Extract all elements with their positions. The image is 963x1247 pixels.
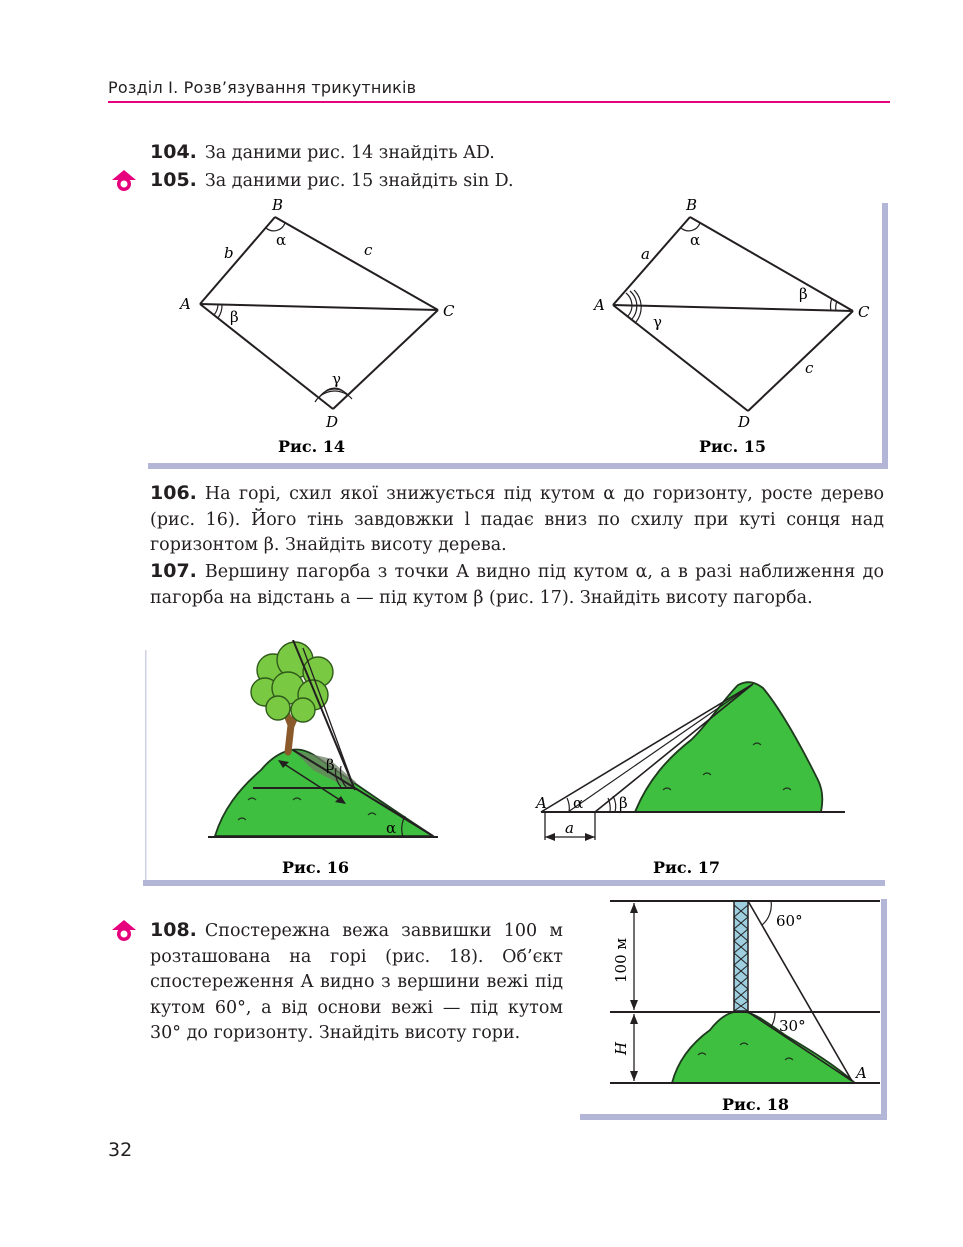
task-number: 105. bbox=[150, 169, 197, 191]
fig17-caption: Рис. 17 bbox=[653, 858, 721, 877]
fig14-label-gamma: γ bbox=[332, 370, 341, 388]
panel-shadow-right bbox=[881, 899, 887, 1120]
dim-arrow-right bbox=[585, 833, 595, 841]
task-number: 106. bbox=[150, 482, 197, 504]
fig14-label-beta: β bbox=[230, 308, 239, 326]
task-104 bbox=[150, 140, 890, 167]
header-rule bbox=[108, 101, 890, 103]
task-text: За даними рис. 15 знайдіть sin D. bbox=[204, 171, 514, 191]
advanced-marker-icon bbox=[112, 170, 136, 192]
fig18-label-100m: 100 м bbox=[612, 937, 630, 983]
fig16-caption: Рис. 16 bbox=[282, 858, 350, 877]
figure-17 bbox=[541, 682, 845, 841]
task-108 bbox=[150, 918, 563, 1047]
fig18-label-A: A bbox=[856, 1064, 867, 1082]
fig14-label-b: b bbox=[224, 244, 234, 262]
fig15-label-gamma: γ bbox=[653, 313, 662, 331]
panel-shadow-right bbox=[882, 203, 888, 469]
fig14-label-A: A bbox=[180, 295, 191, 313]
dim-arrow-left bbox=[545, 833, 555, 841]
task-number: 108. bbox=[150, 919, 197, 941]
fig15-label-a: a bbox=[641, 245, 650, 263]
task-107 bbox=[150, 559, 884, 611]
fig15-label-D: D bbox=[738, 413, 751, 431]
panel-shadow-bottom bbox=[148, 463, 888, 469]
fig17-label-alpha: α bbox=[573, 794, 584, 812]
fig15-label-A: A bbox=[594, 296, 605, 314]
fig14-label-C: C bbox=[443, 302, 455, 320]
fig14-label-B: B bbox=[272, 196, 284, 214]
page-number: 32 bbox=[108, 1139, 133, 1161]
figure-16 bbox=[208, 640, 438, 837]
fig18-label-60: 60° bbox=[776, 912, 803, 930]
task-number: 107. bbox=[150, 560, 197, 582]
panel-shadow-bottom bbox=[580, 1114, 887, 1120]
fig16-label-beta: β bbox=[326, 756, 335, 774]
figure-18 bbox=[610, 901, 880, 1083]
fig17-label-a: a bbox=[565, 819, 574, 837]
fig14-label-D: D bbox=[326, 413, 339, 431]
task-text: Спостережна вежа заввишки 100 м розташована на горі (рис. 18). Об’єкт спостереження A видно з вершини вежі під кутом 60°, а від основи вежі — під кутом 30° до горизонту. Знайдіть висоту гори. bbox=[150, 921, 563, 1043]
fig15-caption: Рис. 15 bbox=[699, 437, 767, 456]
fig14-label-c: c bbox=[364, 241, 373, 259]
fig17-label-beta: β bbox=[619, 794, 628, 812]
task-text: Вершину пагорба з точки A видно під кутом α, а в разі наближення до пагорба на відстань a — під кутом β (рис. 17). Знайдіть висоту пагорба. bbox=[150, 562, 884, 608]
panel-border-left bbox=[145, 650, 147, 880]
fig18-label-30: 30° bbox=[779, 1017, 806, 1035]
task-text: За даними рис. 14 знайдіть AD. bbox=[204, 143, 495, 163]
fig15-label-c: c bbox=[805, 359, 814, 377]
task-106 bbox=[150, 481, 884, 559]
fig15-label-C: C bbox=[858, 303, 870, 321]
advanced-marker-icon bbox=[112, 920, 136, 942]
fig15-label-B: B bbox=[686, 196, 698, 214]
fig17-label-A: A bbox=[536, 794, 547, 812]
task-text: На горі, схил якої знижується під кутом α до горизонту, росте дерево (рис. 16). Його тінь завдовжки l падає вниз по схилу при куті сонця над горизонтом β. Знайдіть висоту дерева. bbox=[150, 484, 884, 555]
chapter-header: Розділ І. Розв’язування трикутників bbox=[108, 78, 417, 97]
fig14-label-alpha: α bbox=[276, 231, 287, 249]
fig15-label-alpha: α bbox=[690, 231, 701, 249]
fig18-caption: Рис. 18 bbox=[722, 1095, 790, 1114]
task-number: 104. bbox=[150, 141, 197, 163]
hill-shape-17 bbox=[635, 682, 822, 812]
figure-18-panel bbox=[580, 895, 892, 1125]
task-105 bbox=[150, 168, 890, 195]
figures-14-15-panel bbox=[148, 195, 893, 473]
fig15-label-beta: β bbox=[799, 285, 808, 303]
fig18-label-H: H bbox=[612, 1041, 630, 1055]
panel-shadow-bottom bbox=[143, 880, 885, 886]
tree-crown bbox=[251, 642, 333, 722]
fig14-caption: Рис. 14 bbox=[278, 437, 346, 456]
figures-16-17-panel bbox=[143, 640, 890, 890]
fig16-label-alpha: α bbox=[386, 819, 397, 837]
